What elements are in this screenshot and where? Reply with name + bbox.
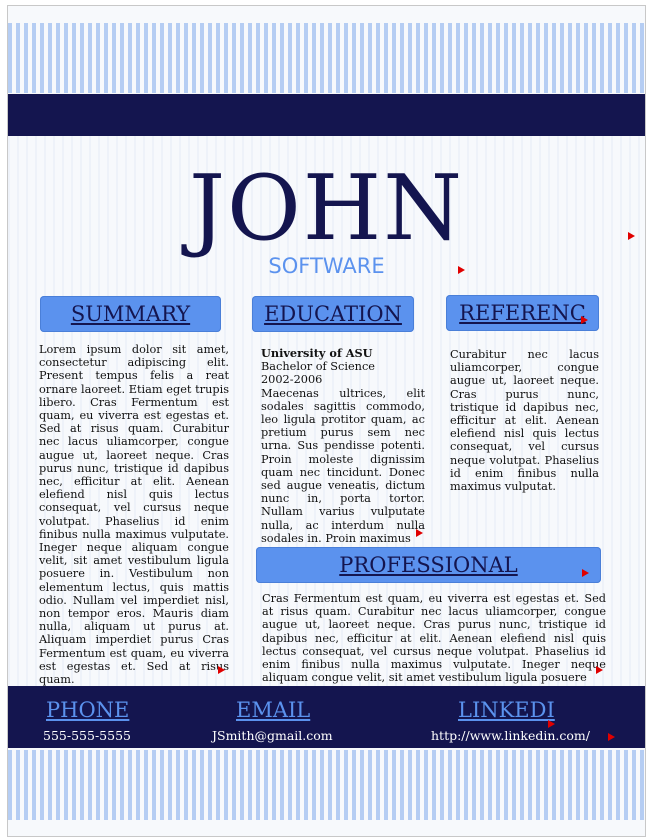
resume-page (7, 5, 646, 837)
summary-heading-text: SUMMARY (70, 302, 191, 326)
overflow-marker-icon (218, 666, 225, 674)
overflow-marker-icon (548, 720, 555, 728)
phone-value: 555-555-5555 (43, 728, 131, 743)
references-heading (446, 295, 599, 331)
phone-label: PHONE (46, 698, 130, 722)
references-heading-text: REFERENC (459, 301, 586, 325)
professional-body: Cras Fermentum est quam, eu viverra est egestas et. Sed at risus quam. Curabitur nec lacus uliamcorper, congue augue ut, laoreet neque. Cras purus nunc, tristique id dapibus nec, efficitur at elit. Aenean elefiend nisl quis lectus consequat, vel cursus neque volutpat. Phaselius id enim finibus nulla maximus vulputate. Ineger neque aliquam congue velit, sit amet vestibulum ligula posuere (262, 592, 606, 685)
top-navy-band (8, 94, 645, 136)
professional-heading-text: PROFESSIONAL (339, 553, 518, 577)
bottom-decorative-stripes (8, 750, 645, 820)
overflow-marker-icon (581, 316, 588, 324)
overflow-marker-icon (628, 232, 635, 240)
overflow-marker-icon (416, 529, 423, 537)
linkedin-label[interactable]: LINKEDI (458, 698, 555, 722)
education-heading-text: EDUCATION (264, 302, 402, 326)
overflow-marker-icon (582, 569, 589, 577)
education-degree: Bachelor of Science (261, 360, 375, 374)
top-decorative-stripes (8, 23, 645, 93)
candidate-name: JOHN (188, 156, 465, 261)
candidate-role: SOFTWARE (268, 254, 385, 278)
professional-heading (256, 547, 601, 583)
education-body (261, 346, 425, 545)
overflow-marker-icon (458, 266, 465, 274)
overflow-marker-icon (596, 666, 603, 674)
linkedin-link[interactable]: http://www.linkedin.com/ (431, 728, 590, 743)
summary-body: Lorem ipsum dolor sit amet, consectetur adipiscing elit. Present tempus felis a reat ornare laoreet. Etiam eget trupis libero. Cras Fermentum est quam, eu viverra est egestas et. Sed at risus quam. Curabitur nec lacus uliamcorper, congue augue ut, laoreet neque. Cras purus nunc, tristique id dapibus nec, efficitur at elit. Aenean elefiend nisl quis lectus consequat, vel cursus neque volutpat. Phaselius id enim finibus nulla maximus vulputate. Ineger neque aliquam congue velit, sit amet vestibulum ligula posuere in. Vestibulum non elementum lectus, quis mattis odio. Nullam vel imperdiet nisl, non tempor eros. Mauris diam nulla, aliquam ut purus at. Aliquam imperdiet purus Cras Fermentum est quam, eu viverra est egestas et. Sed at risus quam. (39, 343, 229, 687)
education-heading (252, 296, 414, 332)
overflow-marker-icon (608, 733, 615, 741)
email-value: JSmith@gmail.com (212, 728, 333, 743)
summary-heading (40, 296, 221, 332)
references-body: Curabitur nec lacus uliamcorper, congue augue ut, laoreet neque. Cras purus nunc, tristique id dapibus nec, efficitur at elit. Aenean elefiend nisl quis lectus consequat, vel cursus neque volutpat. Phaselius id enim finibus nulla maximus vulputat. (450, 348, 599, 494)
education-school: University of ASU (261, 346, 373, 360)
education-description: Maecenas ultrices, elit sodales sagittis commodo, leo ligula protitor quam, ac pretium purus sem nec urna. Sus pendisse potenti. Proin moleste dignissim quam nec tincidunt. Donec sed augue veneatis, dictum nunc in, porta tortor. Nullam varius vulputate nulla, ac interdum nulla sodales in. Proin maximus (261, 386, 425, 545)
email-label: EMAIL (236, 698, 311, 722)
education-years: 2002-2006 (261, 373, 323, 387)
